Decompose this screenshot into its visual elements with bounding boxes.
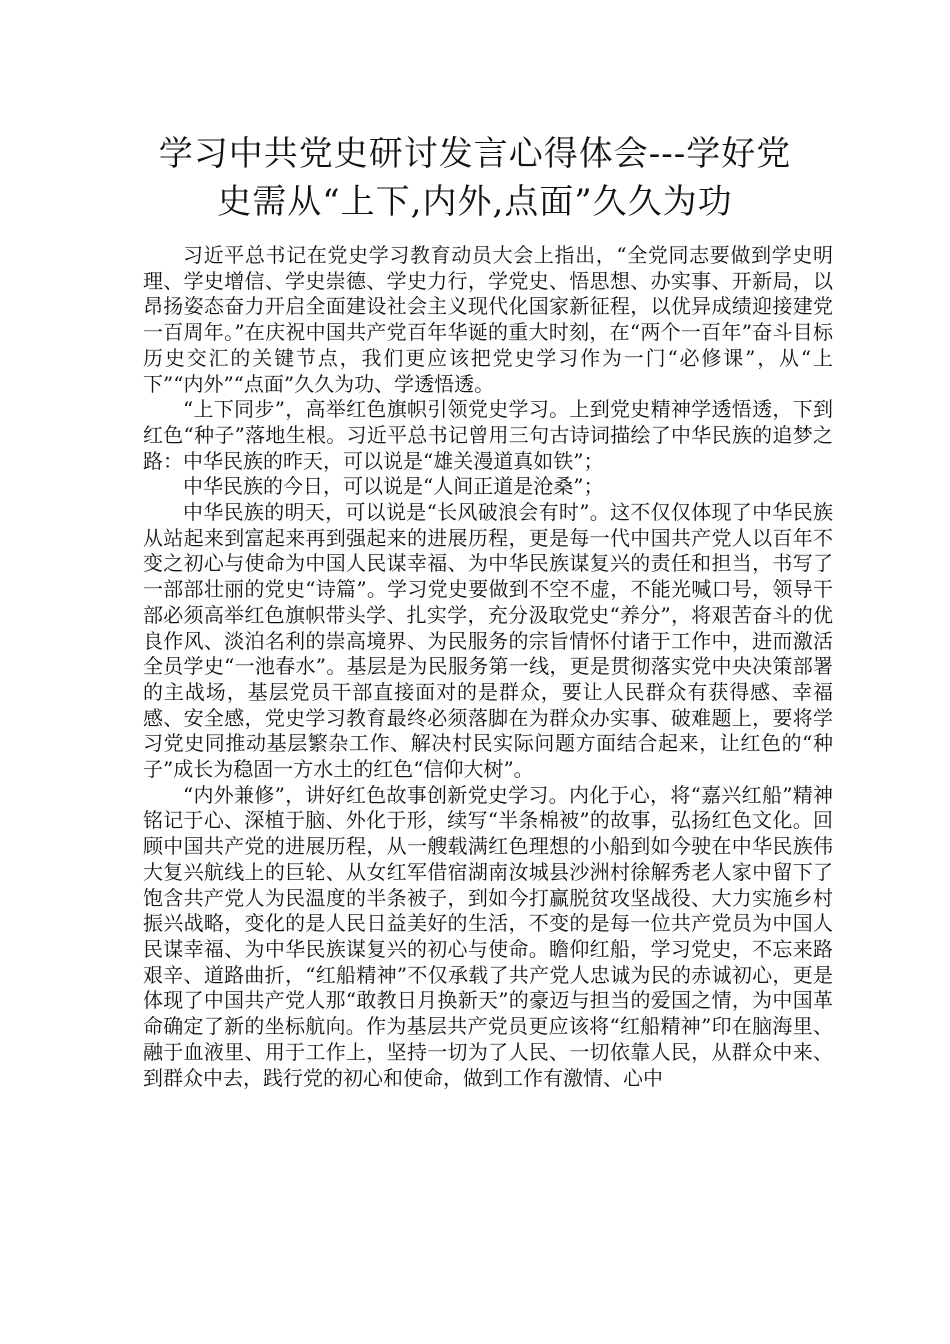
document-body <box>143 243 833 1091</box>
body-paragraph: “内外兼修”，讲好红色故事创新党史学习。内化于心，将“嘉兴红船”精神铭记于心、深植于脑、外化于形，续写“半条棉被”的故事，弘扬红色文化。回顾中国共产党的进展历程，从一艘载满红色理想的小船到如今驶在中华民族伟大复兴航线上的巨轮、从女红军借宿湖南汝城县沙洲村徐解秀老人家中留下了饱含共产党人为民温度的半条被子，到如今打赢脱贫攻坚战役、大力实施乡村振兴战略，变化的是人民日益美好的生活，不变的是每一位共产党员为中国人民谋幸福、为中华民族谋复兴的初心与使命。瞻仰红船，学习党史，不忘来路艰辛、道路曲折，“红船精神”不仅承载了共产党人忠诚为民的赤诚初心，更是体现了中国共产党人那“敢教日月换新天”的豪迈与担当的爱国之情，为中国革命确定了新的坐标航向。作为基层共产党员更应该将“红船精神”印在脑海里、融于血液里、用于工作上，坚持一切为了人民、一切依靠人民，从群众中来、到群众中去，践行党的初心和使命，做到工作有激情、心中 <box>143 782 833 1090</box>
body-paragraph: “上下同步”，高举红色旗帜引领党史学习。上到党史精神学透悟透，下到红色“种子”落地生根。习近平总书记曾用三句古诗词描绘了中华民族的追梦之路：中华民族的昨天，可以说是“雄关漫道真如铁”； <box>143 397 833 473</box>
document-title-line-2: 史需从“上下,内外,点面”久久为功 <box>217 182 733 222</box>
document-title-line-1: 学习中共党史研讨发言心得体会---学好党 <box>158 134 792 174</box>
body-paragraph: 中华民族的明天，可以说是“长风破浪会有时”。这不仅仅体现了中华民族从站起来到富起来再到强起来的进展历程，更是每一代中国共产党人以百年不变之初心与使命为中国人民谋幸福、为中华民族谋复兴的责任和担当，书写了一部部壮丽的党史“诗篇”。学习党史要做到不空不虚，不能光喊口号，领导干部必须高举红色旗帜带头学、扎实学，充分汲取党史“养分”，将艰苦奋斗的优良作风、淡泊名利的崇高境界、为民服务的宗旨情怀付诸于工作中，进而激活全员学史“一池春水”。基层是为民服务第一线，更是贯彻落实党中央决策部署的主战场，基层党员干部直接面对的是群众，要让人民群众有获得感、幸福感、安全感，党史学习教育最终必须落脚在为群众办实事、破难题上，要将学习党史同推动基层繁杂工作、解决村民实际问题方面结合起来，让红色的“种子”成长为稳固一方水土的红色“信仰大树”。 <box>143 500 833 782</box>
body-paragraph: 中华民族的今日，可以说是“人间正道是沧桑”； <box>183 474 604 499</box>
body-paragraph: 习近平总书记在党史学习教育动员大会上指出，“全党同志要做到学史明理、学史增信、学史崇德、学史力行，学党史、悟思想、办实事、开新局，以昂扬姿态奋力开启全面建设社会主义现代化国家新征程，以优异成绩迎接建党一百周年。”在庆祝中国共产党百年华诞的重大时刻，在“两个一百年”奋斗目标历史交汇的关键节点，我们更应该把党史学习作为一门“必修课”，从“上下”“内外”“点面”久久为功、学透悟透。 <box>143 243 833 396</box>
